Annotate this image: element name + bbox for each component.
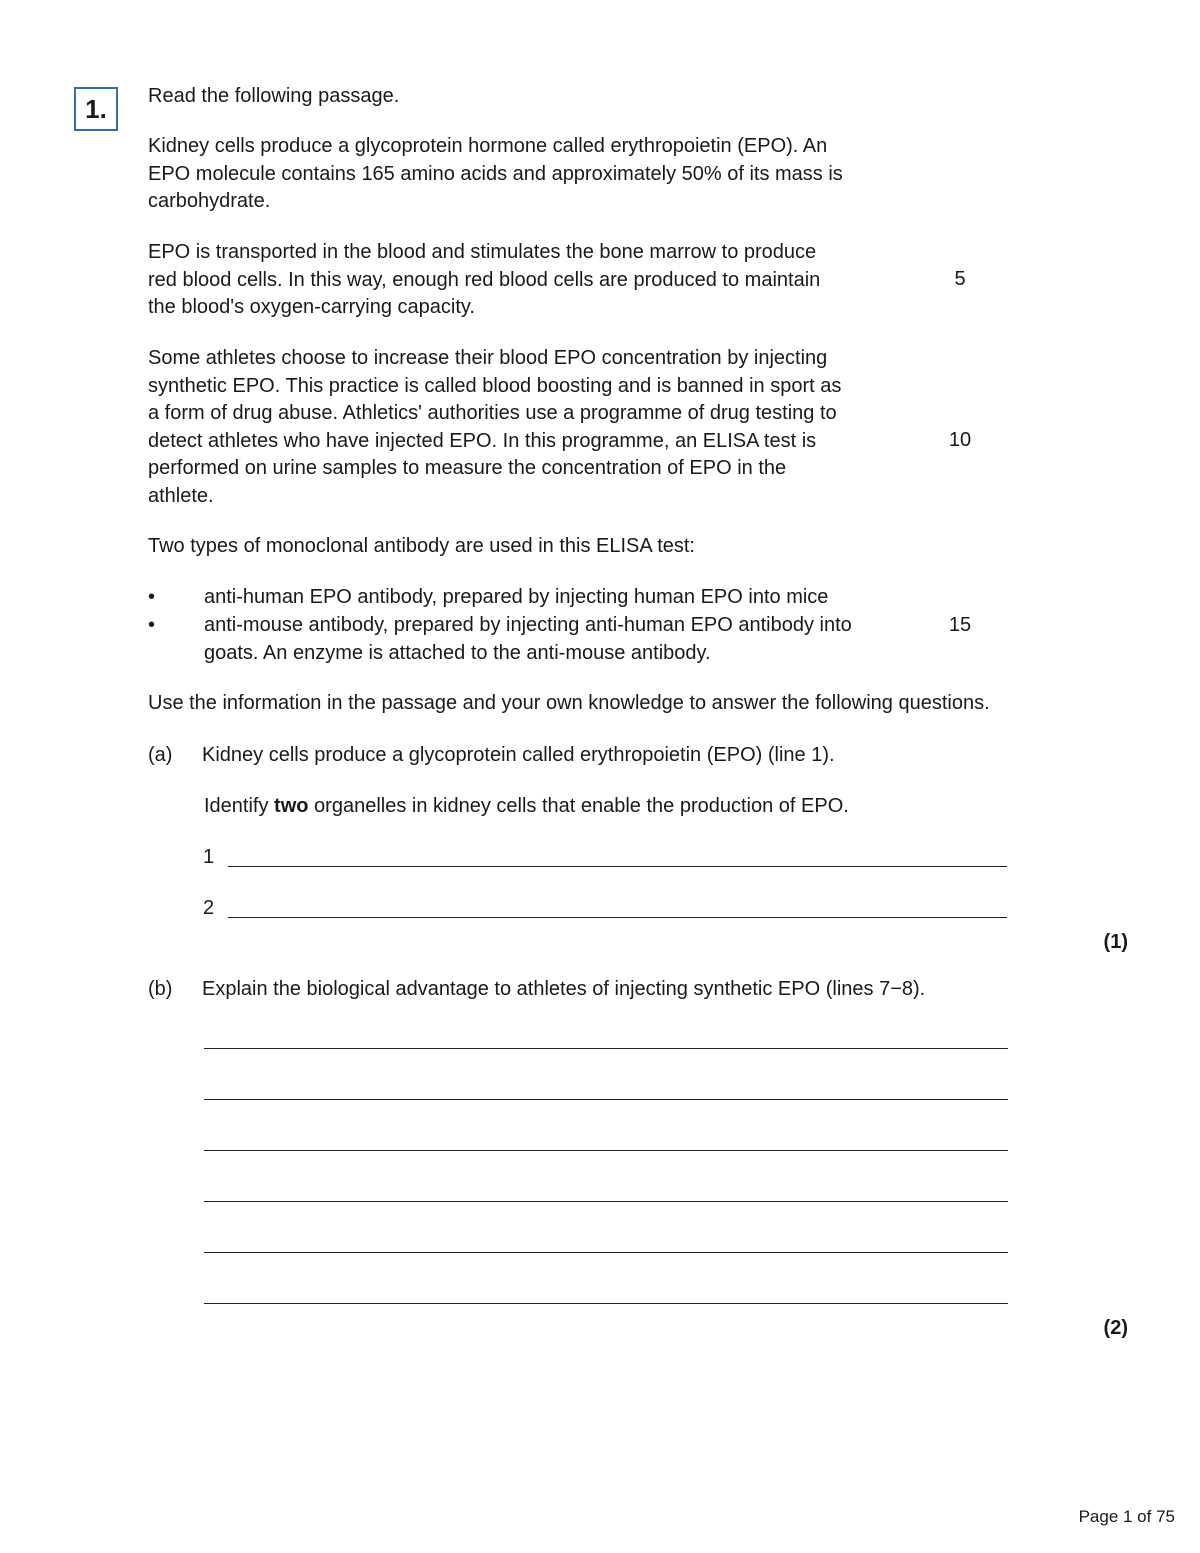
passage-line: athlete. xyxy=(148,484,214,507)
bullet-line: anti-mouse antibody, prepared by injecting anti-human EPO antibody into xyxy=(204,614,852,636)
line-number-10: 10 xyxy=(948,429,972,451)
part-a-label: (a) xyxy=(148,744,173,766)
part-a-marks: (1) xyxy=(1103,931,1128,953)
part-b-marks: (2) xyxy=(1103,1317,1128,1339)
instruction-line: Use the information in the passage and your own knowledge to answer the following questions. xyxy=(148,692,990,714)
prompt-post: organelles in kidney cells that enable the production of EPO. xyxy=(308,795,849,817)
answer-number-2: 2 xyxy=(203,897,215,919)
answer-number-1: 1 xyxy=(203,846,215,868)
part-a-prompt xyxy=(204,793,849,821)
answer-line-b4[interactable] xyxy=(204,1201,1008,1202)
page-number: Page 1 of 75 xyxy=(1078,1507,1175,1526)
passage-line: red blood cells. In this way, enough red blood cells are produced to maintain xyxy=(148,268,821,291)
passage-paragraph-2 xyxy=(148,239,948,322)
passage-intro xyxy=(148,83,948,111)
part-b-label: (b) xyxy=(148,978,173,1000)
answer-line-b2[interactable] xyxy=(204,1099,1008,1100)
passage-line: detect athletes who have injected EPO. In this programme, an ELISA test is xyxy=(148,429,817,452)
question-number-box: 1. xyxy=(74,87,118,131)
prompt-bold: two xyxy=(274,795,309,817)
answer-line-b6[interactable] xyxy=(204,1303,1008,1304)
passage-line: the blood's oxygen-carrying capacity. xyxy=(148,296,475,318)
passage-line: Kidney cells produce a glycoprotein hormone called erythropoietin (EPO). An xyxy=(148,135,828,157)
answer-line-b1[interactable] xyxy=(204,1048,1008,1049)
bullet-item-2 xyxy=(204,612,852,667)
passage-line: carbohydrate. xyxy=(148,190,271,212)
part-a-text: Kidney cells produce a glycoprotein called erythropoietin (EPO) (line 1). xyxy=(202,744,835,766)
passage-line: a form of drug abuse. Athletics' authorities use a programme of drug testing to xyxy=(148,402,837,424)
bullet-line: anti-human EPO antibody, prepared by injecting human EPO into mice xyxy=(204,586,829,608)
line-number-15: 15 xyxy=(948,614,972,636)
passage-paragraph-3 xyxy=(148,345,948,510)
passage-line: Some athletes choose to increase their blood EPO concentration by injecting xyxy=(148,347,828,369)
prompt-pre: Identify xyxy=(204,795,275,817)
answer-line-b5[interactable] xyxy=(204,1252,1008,1253)
passage-line: EPO molecule contains 165 amino acids and approximately 50% of its mass is xyxy=(148,162,843,185)
intro-text: Read the following passage. xyxy=(148,85,400,107)
line-number-5: 5 xyxy=(954,268,966,290)
bullet-line: goats. An enzyme is attached to the anti-mouse antibody. xyxy=(204,641,711,664)
passage-line: synthetic EPO. This practice is called blood boosting and is banned in sport as xyxy=(148,374,842,397)
passage-paragraph-1 xyxy=(148,133,948,216)
passage-line: performed on urine samples to measure the concentration of EPO in the xyxy=(148,457,787,479)
answer-line-a2[interactable] xyxy=(228,917,1007,918)
instruction-text xyxy=(148,690,1148,718)
bullet-marker: • xyxy=(148,586,156,608)
passage-line: Two types of monoclonal antibody are used in this ELISA test: xyxy=(148,535,695,557)
answer-line-b3[interactable] xyxy=(204,1150,1008,1151)
passage-line: EPO is transported in the blood and stimulates the bone marrow to produce xyxy=(148,241,817,263)
part-b-text: Explain the biological advantage to athletes of injecting synthetic EPO (lines 7−8). xyxy=(202,978,926,1000)
bullet-item-1 xyxy=(204,584,828,612)
bullet-marker: • xyxy=(148,614,156,636)
answer-line-a1[interactable] xyxy=(228,866,1007,867)
passage-paragraph-4 xyxy=(148,533,948,561)
